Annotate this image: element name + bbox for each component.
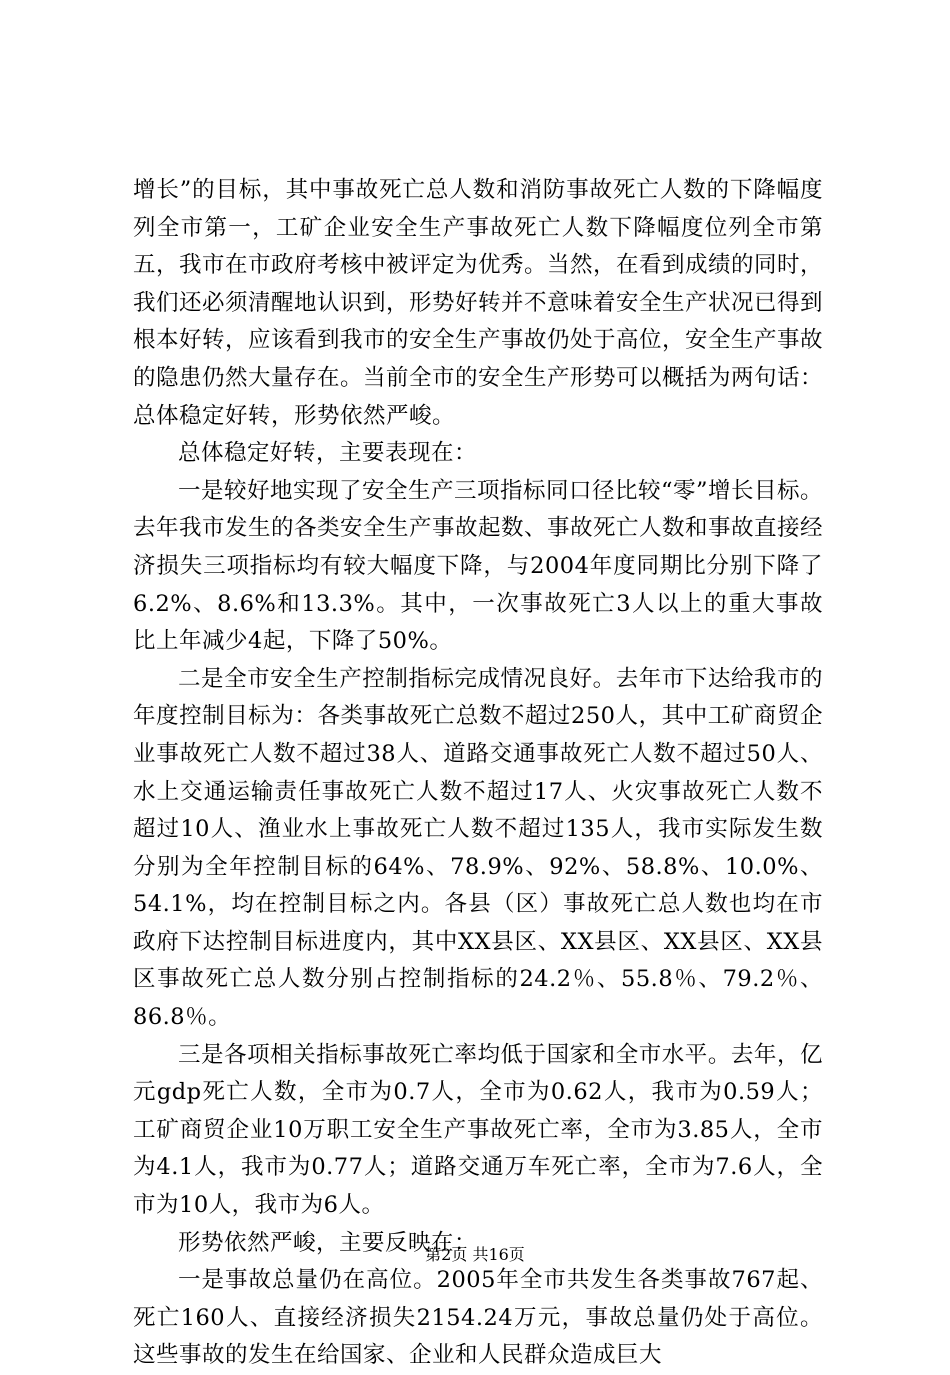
- paragraph-5: 三是各项相关指标事故死亡率均低于国家和全市水平。去年，亿元gdp死亡人数，全市为0.7人，全市为0.62人，我市为0.59人；工矿商贸企业10万职工安全生产事故死亡率，全市为3.85人，全市为4.1人，我市为0.77人；道路交通万车死亡率，全市为7.6人，全市为10人，我市为6人。: [133, 1041, 823, 1219]
- paragraph-3: 一是较好地实现了安全生产三项指标同口径比较“零”增长目标。去年我市发生的各类安全生产事故起数、事故死亡人数和事故直接经济损失三项指标均有较大幅度下降，与2004年度同期比分别下降了6.2%、8.6%和13.3%。其中，一次事故死亡3人以上的重大事故比上年减少4起，下降了50%。: [133, 477, 824, 655]
- document-body: [133, 172, 823, 1375]
- paragraph-4: 二是全市安全生产控制指标完成情况良好。去年市下达给我市的年度控制目标为：各类事故死亡总数不超过250人，其中工矿商贸企业事故死亡人数不超过38人、道路交通事故死亡人数不超过50人、水上交通运输责任事故死亡人数不超过17人、火灾事故死亡人数不超过10人、渔业水上事故死亡人数不超过135人，我市实际发生数分别为全年控制目标的64%、78.9%、92%、58.8%、10.0%、54.1%，均在控制目标之内。各县（区）事故死亡总人数也均在市政府下达控制目标进度内，其中XX县区、XX县区、XX县区、XX县区事故死亡总人数分别占控制指标的24.2％、55.8％、79.2％、86.8％。: [133, 665, 823, 1031]
- page-number-footer: 第2页 共16页: [425, 1245, 525, 1264]
- paragraph-6: 形势依然严峻，主要反映在：: [178, 1229, 478, 1256]
- paragraph-1: 增长”的目标，其中事故死亡总人数和消防事故死亡人数的下降幅度列全市第一，工矿企业安全生产事故死亡人数下降幅度位列全市第五，我市在市政府考核中被评定为优秀。当然，在看到成绩的同时，我们还必须清醒地认识到，形势好转并不意味着安全生产状况已得到根本好转，应该看到我市的安全生产事故仍处于高位，安全生产事故的隐患仍然大量存在。当前全市的安全生产形势可以概括为两句话：总体稳定好转，形势依然严峻。: [133, 177, 824, 429]
- paragraph-2: 总体稳定好转，主要表现在：: [178, 440, 478, 467]
- paragraph-7: 一是事故总量仍在高位。2005年全市共发生各类事故767起、死亡160人、直接经济损失2154.24万元，事故总量仍处于高位。这些事故的发生在给国家、企业和人民群众造成巨大: [133, 1267, 823, 1369]
